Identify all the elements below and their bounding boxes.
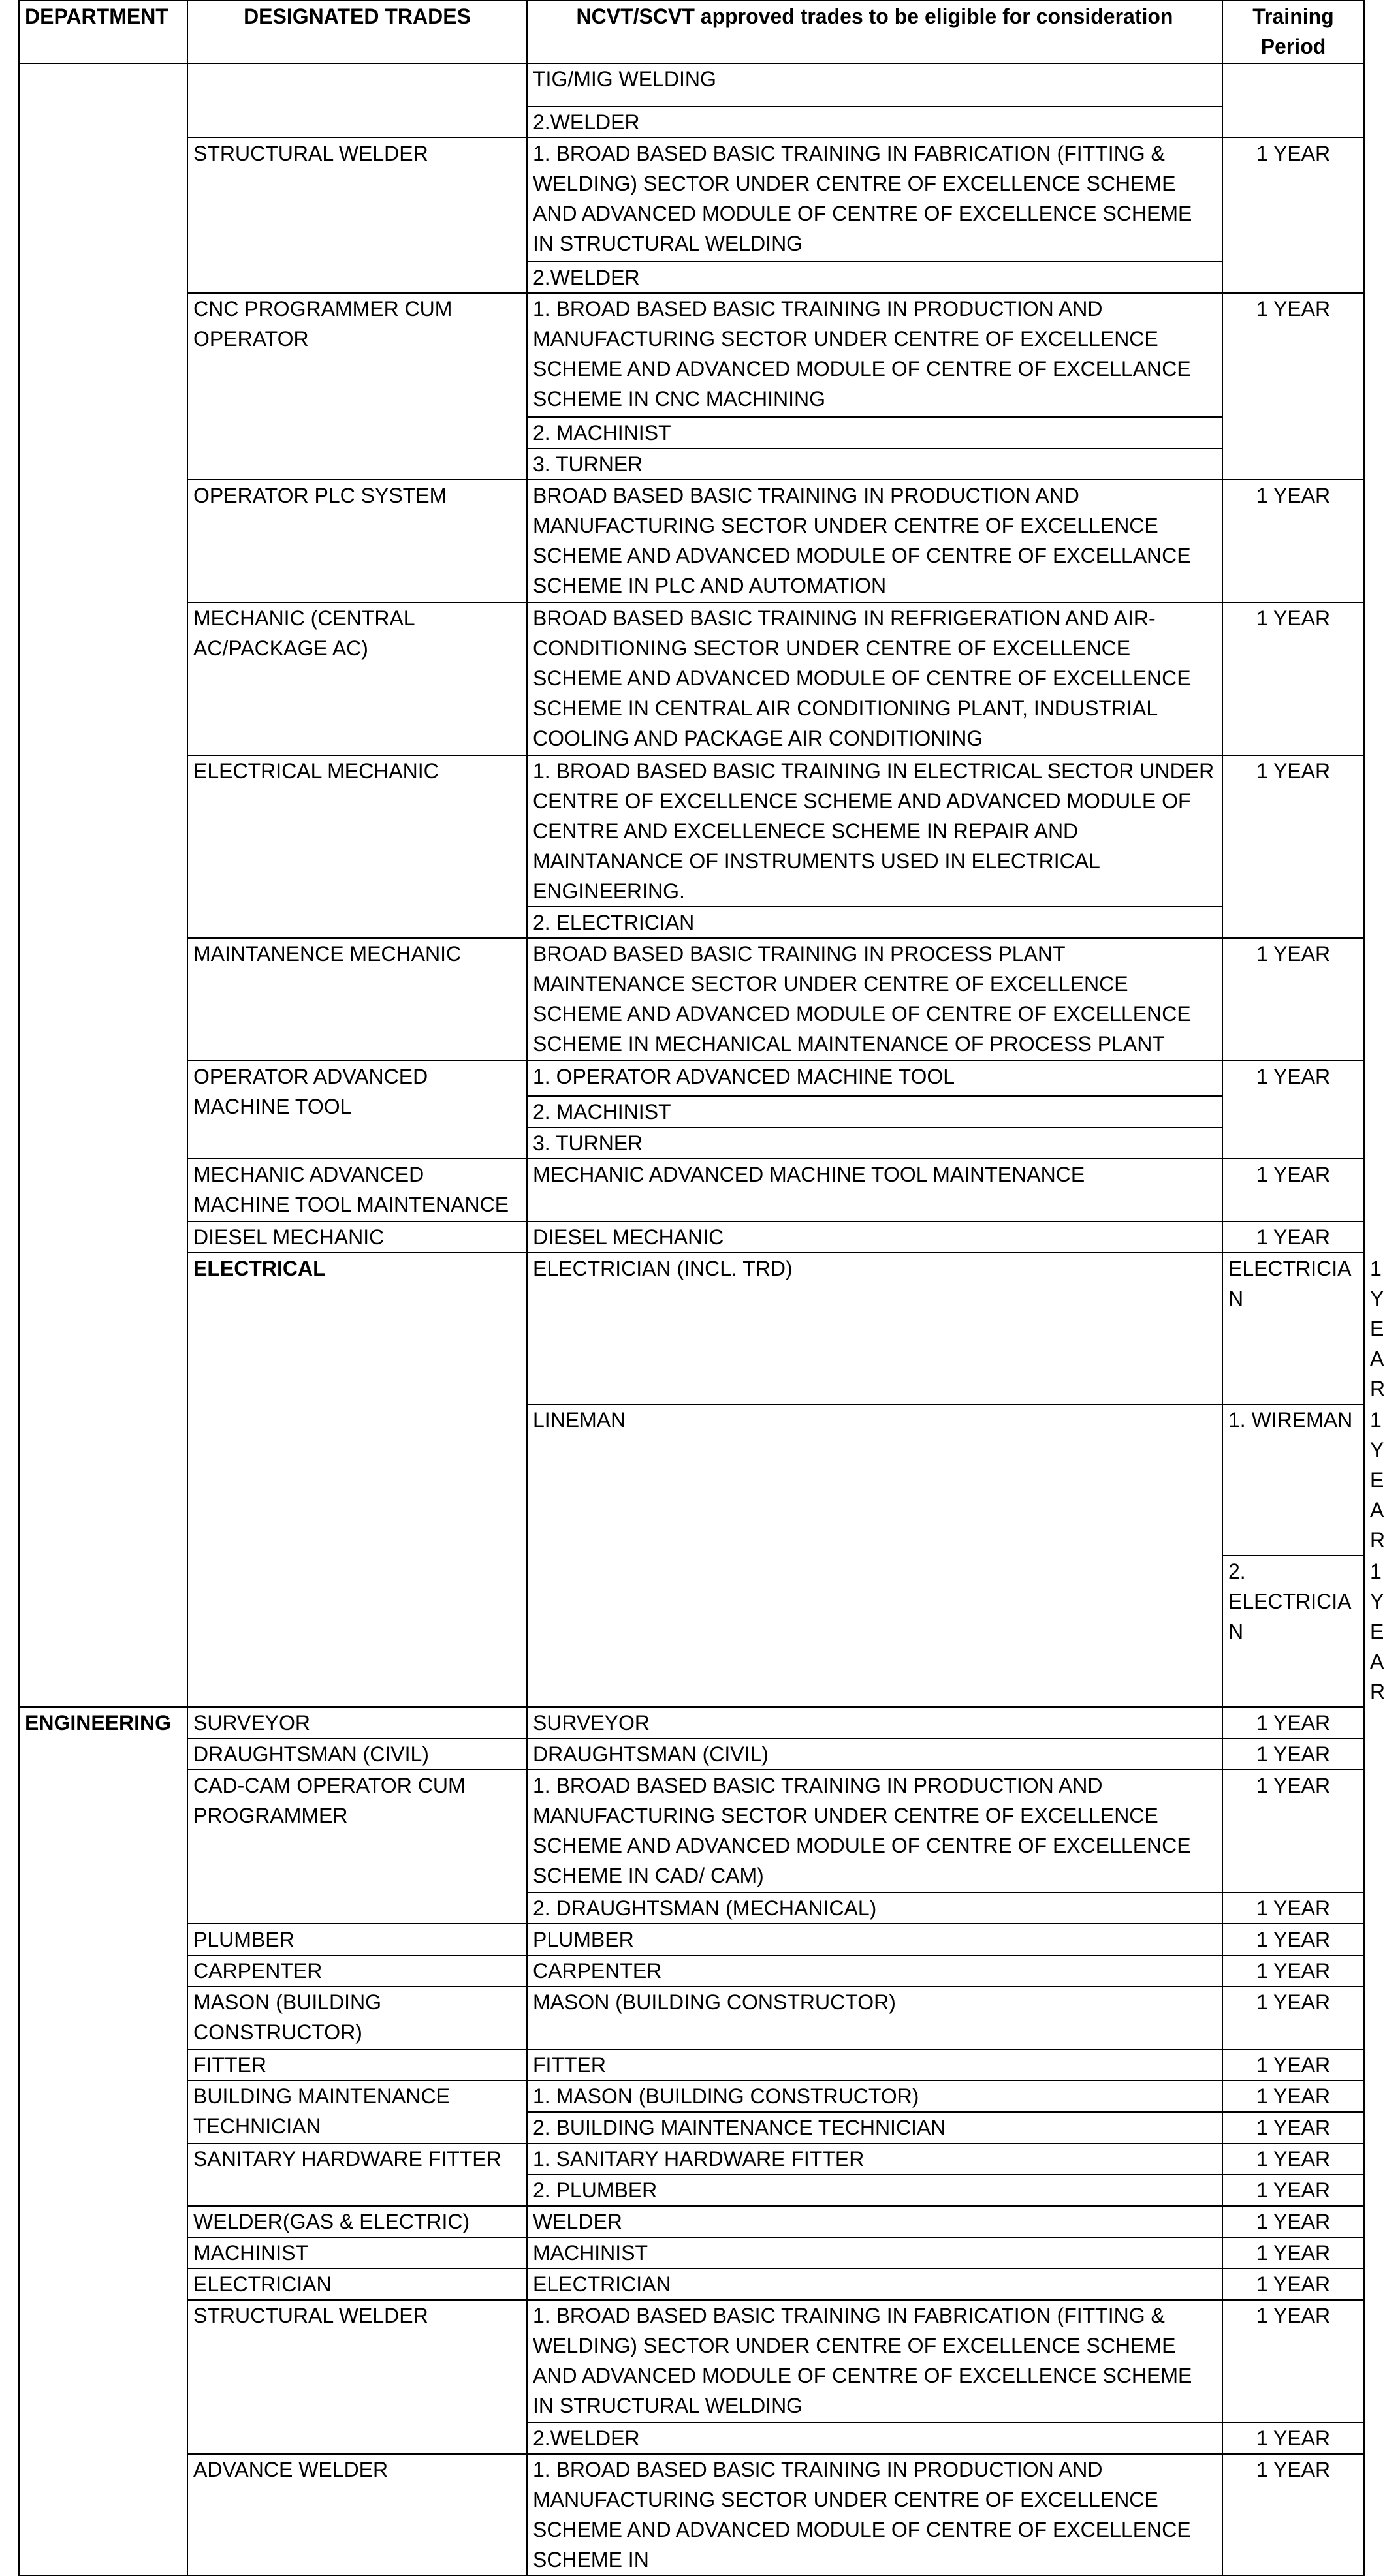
eligible-cell: PLUMBER: [527, 1924, 1222, 1955]
trade-cell: OPERATOR PLC SYSTEM: [187, 480, 527, 603]
eligible-cell: DIESEL MECHANIC: [527, 1221, 1222, 1253]
eligible-cell: 2. ELECTRICIAN: [1222, 1556, 1364, 1707]
table-row: [19, 2269, 1364, 2300]
period-cell: 1 YEAR: [1222, 2237, 1364, 2269]
trade-cell: ELECTRICAL MECHANIC: [187, 755, 527, 938]
table-row: [19, 1770, 1364, 1893]
trade-cell: CNC PROGRAMMER CUM OPERATOR: [187, 293, 527, 480]
table-row: [19, 2143, 1364, 2175]
department-cell-continued: [19, 63, 187, 1707]
eligible-cell: SURVEYOR: [527, 1707, 1222, 1738]
table-row: [19, 2081, 1364, 2112]
trade-cell: WELDER(GAS & ELECTRIC): [187, 2206, 527, 2237]
trade-cell: MECHANIC (CENTRAL AC/PACKAGE AC): [187, 603, 527, 755]
period-cell: 1 YEAR: [1222, 2206, 1364, 2237]
trade-cell: ELECTRICIAN: [187, 2269, 527, 2300]
trade-cell: BUILDING MAINTENANCE TECHNICIAN: [187, 2081, 527, 2143]
table-row: [19, 1987, 1364, 2049]
eligible-cell: ELECTRICIAN: [1222, 1253, 1364, 1404]
trade-cell: SANITARY HARDWARE FITTER: [187, 2143, 527, 2206]
table-row: [19, 480, 1364, 603]
trade-cell: OPERATOR ADVANCED MACHINE TOOL: [187, 1061, 527, 1159]
period-cell: 1 YEAR: [1222, 2423, 1364, 2454]
period-cell: 1 YEAR: [1222, 1955, 1364, 1987]
header-training-period: Training Period: [1222, 1, 1364, 63]
trade-cell: FITTER: [187, 2049, 527, 2081]
eligible-cell: 2. MACHINIST: [527, 417, 1222, 448]
table-row: [19, 938, 1364, 1061]
period-cell: 1 YEAR: [1222, 938, 1364, 1061]
table-row: [19, 293, 1364, 417]
trade-cell: LINEMAN: [527, 1404, 1222, 1707]
trade-cell: STRUCTURAL WELDER: [187, 138, 527, 293]
table-row: LINEMAN 1. WIREMAN 1 YEAR: [19, 1404, 1364, 1556]
period-cell: 1 YEAR: [1222, 755, 1364, 938]
period-cell: 1 YEAR: [1222, 1221, 1364, 1253]
eligible-cell: 2. PLUMBER: [527, 2175, 1222, 2206]
department-cell: ENGINEERING: [19, 1707, 187, 2575]
table-row: [19, 1707, 1364, 1738]
eligible-cell: BROAD BASED BASIC TRAINING IN REFRIGERATION AND AIR-CONDITIONING SECTOR UNDER CENTRE OF EXCELLENCE SCHEME AND ADVANCED MODULE OF CENTRE OF EXCELLENCE SCHEME IN CENTRAL AIR CONDITIONING PLANT, INDUSTRIAL COOLING AND PACKAGE AIR CONDITIONING: [527, 603, 1222, 755]
header-department: DEPARTMENT: [19, 1, 187, 63]
period-cell: 1 YEAR: [1222, 480, 1364, 603]
period-cell: 1 YEAR: [1222, 2175, 1364, 2206]
period-cell: 1 YEAR: [1222, 1924, 1364, 1955]
eligible-cell: 2. BUILDING MAINTENANCE TECHNICIAN: [527, 2112, 1222, 2143]
period-cell: 1 YEAR: [1222, 1159, 1364, 1221]
trades-table: [18, 0, 1385, 2576]
period-cell: 1 YEAR: [1222, 1061, 1364, 1159]
period-cell: 1 YEAR: [1222, 293, 1364, 480]
eligible-cell: 3. TURNER: [527, 1127, 1222, 1159]
trade-cell: PLUMBER: [187, 1924, 527, 1955]
eligible-cell: 1. OPERATOR ADVANCED MACHINE TOOL: [527, 1061, 1222, 1096]
eligible-cell: BROAD BASED BASIC TRAINING IN PRODUCTION AND MANUFACTURING SECTOR UNDER CENTRE OF EXCELLENCE SCHEME AND ADVANCED MODULE OF CENTRE OF EXCELLANCE SCHEME IN PLC AND AUTOMATION: [527, 480, 1222, 603]
eligible-cell: 3. TURNER: [527, 448, 1222, 480]
table-row: [19, 1924, 1364, 1955]
department-cell: ELECTRICAL: [187, 1253, 527, 1707]
eligible-cell: 2.WELDER: [527, 106, 1222, 138]
eligible-cell: 1. MASON (BUILDING CONSTRUCTOR): [527, 2081, 1222, 2112]
table-row: [19, 2206, 1364, 2237]
eligible-cell: MECHANIC ADVANCED MACHINE TOOL MAINTENANCE: [527, 1159, 1222, 1221]
trade-cell: ELECTRICIAN (INCL. TRD): [527, 1253, 1222, 1404]
table-row: [19, 755, 1364, 907]
trade-cell: MAINTANENCE MECHANIC: [187, 938, 527, 1061]
header-designated-trades: DESIGNATED TRADES: [187, 1, 527, 63]
table-row: [19, 1221, 1364, 1253]
eligible-cell: 2. MACHINIST: [527, 1096, 1222, 1127]
trade-cell: CAD-CAM OPERATOR CUM PROGRAMMER: [187, 1770, 527, 1924]
trade-cell: STRUCTURAL WELDER: [187, 2300, 527, 2454]
eligible-cell: MASON (BUILDING CONSTRUCTOR): [527, 1987, 1222, 2049]
trade-cell: MECHANIC ADVANCED MACHINE TOOL MAINTENANCE: [187, 1159, 527, 1221]
eligible-cell: 2.WELDER: [527, 2423, 1222, 2454]
table-row: [19, 2454, 1364, 2575]
period-cell: 1 YEAR: [1222, 1893, 1364, 1924]
eligible-cell: WELDER: [527, 2206, 1222, 2237]
period-cell: 1 YEAR: [1222, 603, 1364, 755]
period-cell: 1 YEAR: [1222, 2454, 1364, 2575]
period-cell: 1 YEAR: [1222, 138, 1364, 293]
period-cell: 1 YEAR: [1222, 2112, 1364, 2143]
period-cell: 1 YEAR: [1222, 1987, 1364, 2049]
eligible-cell: TIG/MIG WELDING: [527, 63, 1222, 106]
eligible-cell: 1. WIREMAN: [1222, 1404, 1364, 1556]
period-cell: 1 YEAR: [1222, 2269, 1364, 2300]
trade-cell: ADVANCE WELDER: [187, 2454, 527, 2575]
table-row: [19, 138, 1364, 262]
table-row: [19, 1955, 1364, 1987]
period-cell: 1 YEAR: [1222, 1738, 1364, 1770]
table-row: ELECTRICAL ELECTRICIAN (INCL. TRD) ELECTRICIAN 1 YEAR: [19, 1253, 1364, 1404]
eligible-cell: 2.WELDER: [527, 262, 1222, 293]
table-row: [19, 2049, 1364, 2081]
trade-cell: MACHINIST: [187, 2237, 527, 2269]
eligible-cell: ELECTRICIAN: [527, 2269, 1222, 2300]
trade-cell: MASON (BUILDING CONSTRUCTOR): [187, 1987, 527, 2049]
period-cell: [1222, 63, 1364, 138]
eligible-cell: FITTER: [527, 2049, 1222, 2081]
eligible-cell: 1. BROAD BASED BASIC TRAINING IN PRODUCTION AND MANUFACTURING SECTOR UNDER CENTRE OF EXCELLENCE SCHEME AND ADVANCED MODULE OF CENTRE OF EXCELLENCE SCHEME IN: [527, 2454, 1222, 2575]
trade-cell: SURVEYOR: [187, 1707, 527, 1738]
table-row: [19, 63, 1364, 106]
eligible-cell: 1. BROAD BASED BASIC TRAINING IN ELECTRICAL SECTOR UNDER CENTRE OF EXCELLENCE SCHEME AND ADVANCED MODULE OF CENTRE AND EXCELLENECE SCHEME IN REPAIR AND MAINTANANCE OF INSTRUMENTS USED IN ELECTRICAL ENGINEERING.: [527, 755, 1222, 907]
eligible-cell: BROAD BASED BASIC TRAINING IN PROCESS PLANT MAINTENANCE SECTOR UNDER CENTRE OF EXCELLENCE SCHEME AND ADVANCED MODULE OF CENTRE OF EXCELLENCE SCHEME IN MECHANICAL MAINTENANCE OF PROCESS PLANT: [527, 938, 1222, 1061]
eligible-cell: 1. BROAD BASED BASIC TRAINING IN FABRICATION (FITTING & WELDING) SECTOR UNDER CENTRE OF EXCELLENCE SCHEME AND ADVANCED MODULE OF CENTRE OF EXCELLENCE SCHEME IN STRUCTURAL WELDING: [527, 138, 1222, 262]
eligible-cell: 1. BROAD BASED BASIC TRAINING IN PRODUCTION AND MANUFACTURING SECTOR UNDER CENTRE OF EXCELLENCE SCHEME AND ADVANCED MODULE OF CENTRE OF EXCELLENCE SCHEME IN CAD/ CAM): [527, 1770, 1222, 1893]
eligible-cell: 1. SANITARY HARDWARE FITTER: [527, 2143, 1222, 2175]
trade-cell: CARPENTER: [187, 1955, 527, 1987]
header-row: [19, 1, 1364, 63]
eligible-cell: 1. BROAD BASED BASIC TRAINING IN PRODUCTION AND MANUFACTURING SECTOR UNDER CENTRE OF EXCELLENCE SCHEME AND ADVANCED MODULE OF CENTRE OF EXCELLANCE SCHEME IN CNC MACHINING: [527, 293, 1222, 417]
period-cell: 1 YEAR: [1222, 2081, 1364, 2112]
trade-cell: [187, 63, 527, 138]
table-row: [19, 2300, 1364, 2423]
eligible-cell: MACHINIST: [527, 2237, 1222, 2269]
eligible-cell: CARPENTER: [527, 1955, 1222, 1987]
period-cell: 1 YEAR: [1222, 2143, 1364, 2175]
trade-cell: DIESEL MECHANIC: [187, 1221, 527, 1253]
table-row: [19, 1061, 1364, 1096]
table-row: 2. ELECTRICIAN 1 YEAR: [19, 1556, 1364, 1707]
period-cell: 1 YEAR: [1222, 2049, 1364, 2081]
header-approved-trades: NCVT/SCVT approved trades to be eligible for consideration: [527, 1, 1222, 63]
trade-cell: DRAUGHTSMAN (CIVIL): [187, 1738, 527, 1770]
eligible-cell: 2. ELECTRICIAN: [527, 907, 1222, 938]
period-cell: 1 YEAR: [1222, 1770, 1364, 1893]
eligible-cell: DRAUGHTSMAN (CIVIL): [527, 1738, 1222, 1770]
table-row: [19, 1159, 1364, 1221]
eligible-cell: 2. DRAUGHTSMAN (MECHANICAL): [527, 1893, 1222, 1924]
eligible-cell: 1. BROAD BASED BASIC TRAINING IN FABRICATION (FITTING & WELDING) SECTOR UNDER CENTRE OF EXCELLENCE SCHEME AND ADVANCED MODULE OF CENTRE OF EXCELLENCE SCHEME IN STRUCTURAL WELDING: [527, 2300, 1222, 2423]
table-row: [19, 2237, 1364, 2269]
period-cell: 1 YEAR: [1222, 1707, 1364, 1738]
table-row: [19, 1738, 1364, 1770]
table-row: [19, 603, 1364, 755]
period-cell: 1 YEAR: [1222, 2300, 1364, 2423]
